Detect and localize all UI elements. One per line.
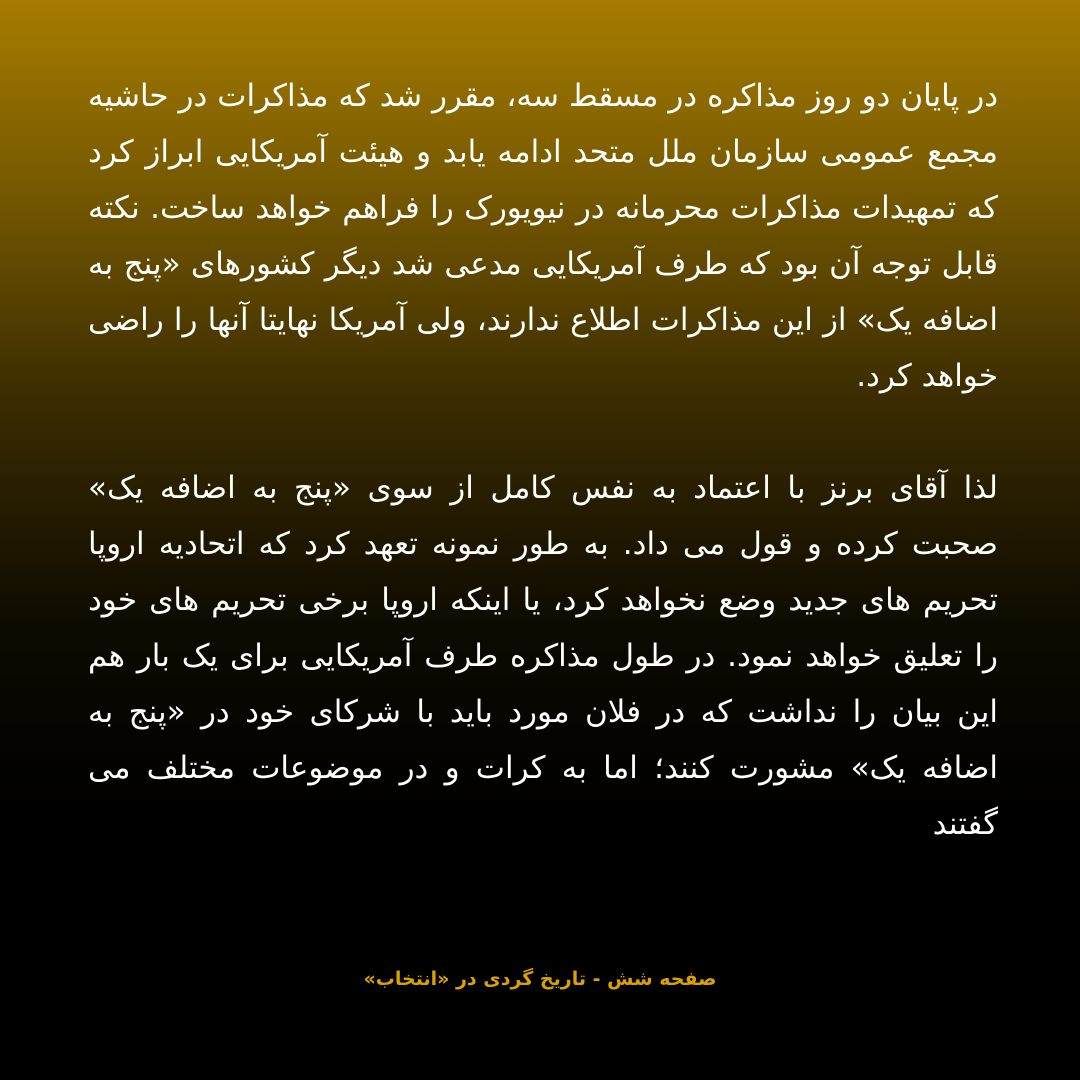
footer-caption: صفحه شش - تاریخ گردی در «انتخاب»	[363, 968, 717, 990]
paragraph-1: در پایان دو روز مذاکره در مسقط سه، مقرر شد که مذاکرات در حاشیه مجمع عمومی سازمان ملل متحد ادامه یابد و هیئت آمریکایی ابراز کرد که تمهیدات مذاکرات محرمانه در نیویورک را فراهم خواهد ساخت. نکته قابل توجه آن بود که طرف آمریکایی مدعی شد دیگر کشورهای «پنج به اضافه یک» از این مذاکرات اطلاع ندارند، ولی آمریکا نهایتا آنها را راضی خواهد کرد.	[88, 78, 998, 394]
article-body	[88, 68, 998, 852]
paragraph-2: لذا آقای برنز با اعتماد به نفس کامل از سوی «پنج به اضافه یک» صحبت کرده و قول می داد. به طور نمونه تعهد کرد که اتحادیه اروپا تحریم های جدید وضع نخواهد کرد، یا اینکه اروپا برخی تحریم های خود را تعلیق خواهد نمود. در طول مذاکره طرف آمریکایی برای یک بار هم این بیان را نداشت که در فلان مورد باید با شرکای خود در «پنج به اضافه یک» مشورت کنند؛ اما به کرات و در موضوعات مختلف می گفتند	[88, 470, 998, 842]
